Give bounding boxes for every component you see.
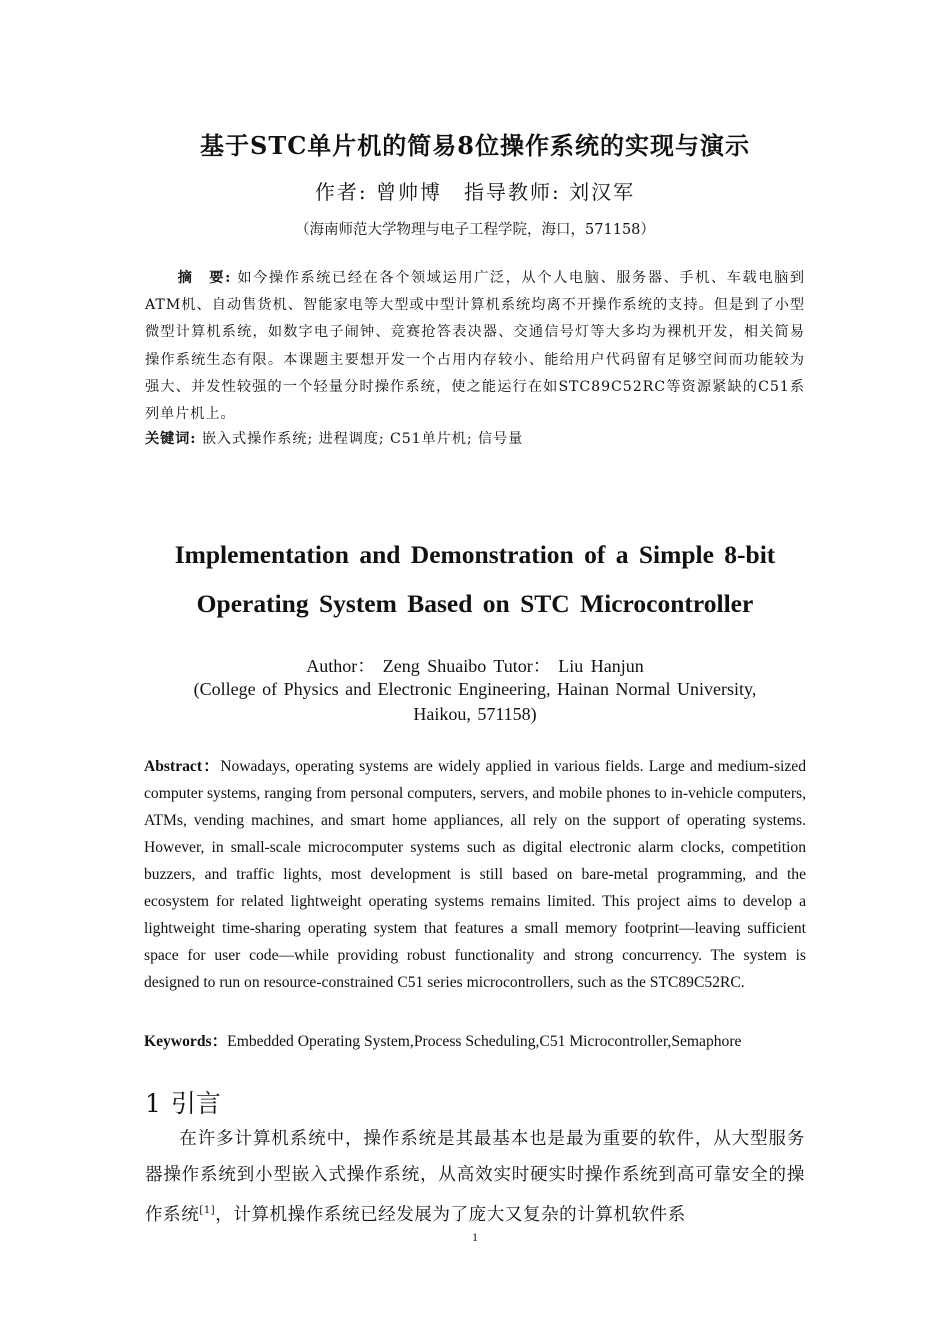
chinese-author: 作者: 曾帅博 xyxy=(314,180,442,204)
english-abstract-label: Abstract： xyxy=(144,758,221,775)
body-text-part2: ，计算机操作系统已经发展为了庞大又复杂的计算机软件系 xyxy=(215,1205,686,1225)
body-text-part1: 在许多计算机系统中，操作系统是其最基本也是最为重要的软件，从大型服务器操作系统到小型嵌入式操作系统，从高效实时硬实时操作系统到高可靠安全的操作系统 xyxy=(145,1129,805,1225)
english-abstract-text: Nowadays, operating systems are widely applied in various fields. Large and medium-sized computer systems, ranging from personal computers, servers, and mobile phones to in-vehicle computers, ATMs, vending machines, and smart home appliances, all rely on the support of operating systems. However, in small-scale microcomputer systems such as digital electronic alarm clocks, competition buzzers, and traffic lights, most development is still based on bare-metal programming, and the ecosystem for related lightweight operating systems remains limited. This project aims to develop a lightweight time-sharing operating system that features a small memory footprint—leaving sufficient space for user code—while providing robust functionality and strong concurrency. The system is designed to run on resource-constrained C51 series microcontrollers, such as the STC89C52RC. xyxy=(144,758,807,991)
english-abstract xyxy=(144,753,806,996)
chinese-keywords-label: 关键词: xyxy=(145,431,197,447)
section-number: 1 xyxy=(145,1089,161,1118)
citation-ref[interactable]: [1] xyxy=(199,1205,216,1216)
english-keywords-text: Embedded Operating System,Process Scheduling,C51 Microcontroller,Semaphore xyxy=(227,1033,742,1050)
chinese-abstract-text: 如今操作系统已经在各个领域运用广泛，从个人电脑、服务器、手机、车载电脑到ATM机、自动售货机、智能家电等大型或中型计算机系统均离不开操作系统的支持。但是到了小型微型计算机系统，如数字电子闹钟、竞赛抢答表决器、交通信号灯等大多均为裸机开发，相关简易操作系统生态有限。本课题主要想开发一个占用内存较小、能给用户代码留有足够空间而功能较为强大、并发性较强的一个轻量分时操作系统，使之能运行在如STC89C52RC等资源紧缺的C51系列单片机上。 xyxy=(145,270,805,423)
chinese-abstract xyxy=(145,265,805,428)
english-keywords xyxy=(144,1029,806,1051)
page-number: 1 xyxy=(472,1230,478,1244)
section-title: 引言 xyxy=(170,1089,221,1118)
chinese-keywords xyxy=(145,428,805,448)
section-body xyxy=(145,1122,805,1234)
english-keywords-label: Keywords： xyxy=(144,1033,228,1050)
chinese-affiliation: （海南师范大学物理与电子工程学院，海口，571158） xyxy=(295,222,655,238)
english-author-line: Author： Zeng Shuaibo Tutor： Liu Hanjun xyxy=(306,656,644,676)
chinese-advisor: 指导教师: 刘汉军 xyxy=(464,180,636,204)
section-heading xyxy=(145,1084,221,1120)
chinese-title: 基于STC单片机的简易8位操作系统的实现与演示 xyxy=(200,131,750,160)
chinese-keywords-text: 嵌入式操作系统; 进程调度; C51单片机; 信号量 xyxy=(201,431,524,447)
english-affiliation: (College of Physics and Electronic Engineering, Hainan Normal University, Haikou, 571158) xyxy=(193,679,757,724)
chinese-abstract-label: 摘 要: xyxy=(177,270,232,286)
chinese-author-line xyxy=(0,176,950,205)
english-title: Implementation and Demonstration of a Simple 8-bit Operating System Based on STC Microcontroller xyxy=(174,540,776,618)
